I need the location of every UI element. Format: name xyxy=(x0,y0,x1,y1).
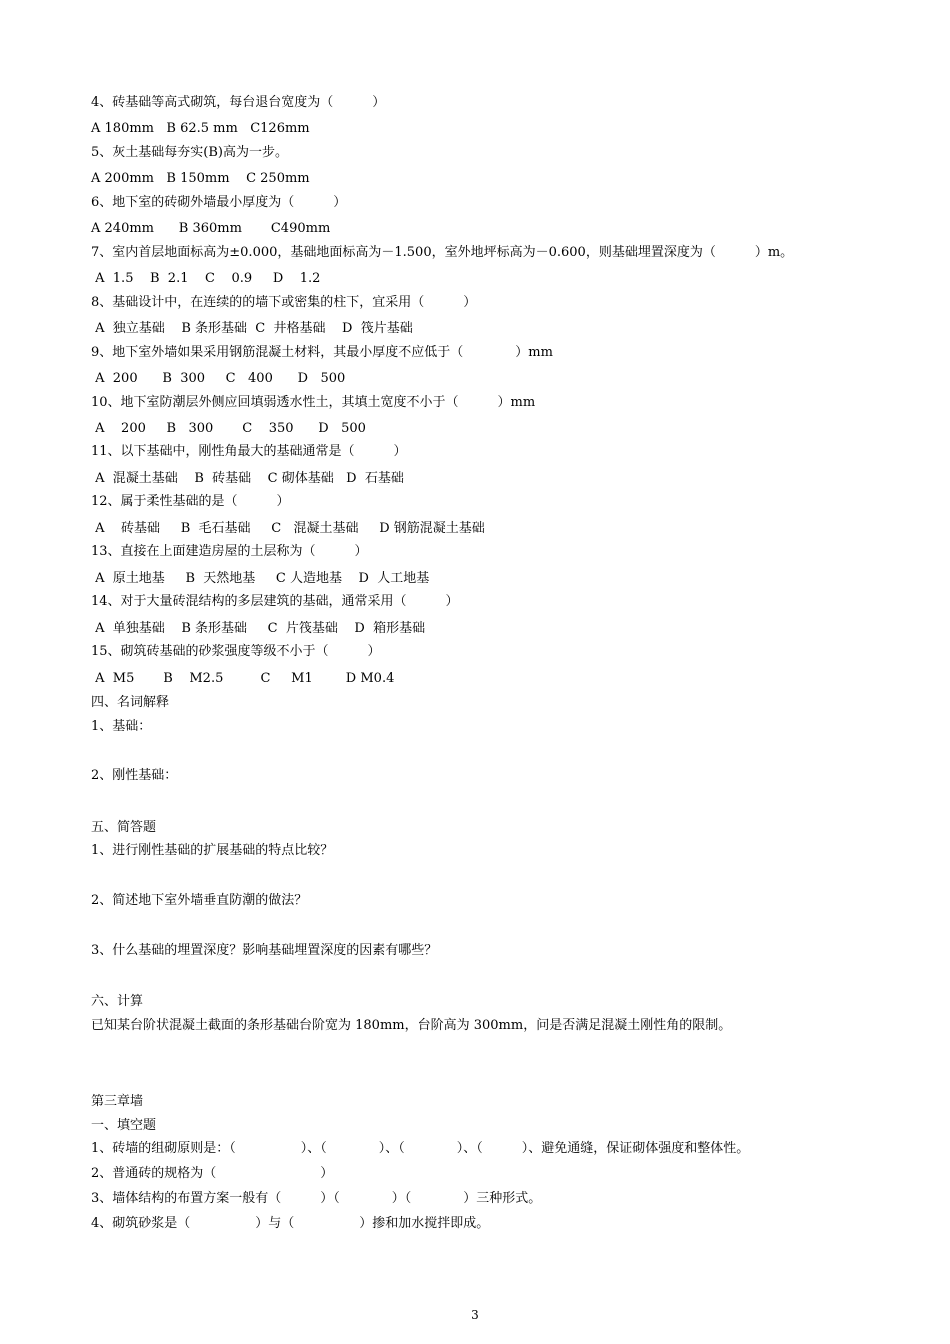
options-5: A 200mm B 150mm C 250mm xyxy=(91,171,310,186)
options-7: A 1.5 B 2.1 C 0.9 D 1.2 xyxy=(91,271,321,286)
page-number: 3 xyxy=(471,1308,479,1322)
section-heading: 六、计算 xyxy=(91,994,144,1009)
fill-blank-item: 4、砌筑砂浆是（ ）与（ ）掺和加水搅拌即成。 xyxy=(91,1216,490,1231)
fill-blank-item: 1、砖墙的组砌原则是：（ ）、（ ）、（ ）、（ ）、避免通缝，保证砌体强度和整体性。 xyxy=(91,1141,750,1156)
question-5: 5、灰土基础每夯实(B)高为一步。 xyxy=(91,145,288,160)
options-9: A 200 B 300 C 400 D 500 xyxy=(91,371,346,386)
options-6: A 240mm B 360mm C490mm xyxy=(91,221,331,236)
definition-item: 2、刚性基础： xyxy=(91,768,178,783)
question-4: 4、砖基础等高式砌筑，每台退台宽度为（ ） xyxy=(91,95,386,110)
fill-blank-item: 2、普通砖的规格为（ ） xyxy=(91,1166,334,1181)
question-15: 15、砌筑砖基础的砂浆强度等级不小于（ ） xyxy=(91,644,381,659)
short-answer-item: 2、简述地下室外墙垂直防潮的做法？ xyxy=(91,893,308,908)
fill-blank-item: 3、墙体结构的布置方案一般有（ ）（ ）（ ）三种形式。 xyxy=(91,1191,542,1206)
question-11: 11、以下基础中，刚性角最大的基础通常是（ ） xyxy=(91,444,407,459)
question-9: 9、地下室外墙如果采用钢筋混凝土材料，其最小厚度不应低于（ ）mm xyxy=(91,345,553,360)
question-12: 12、属于柔性基础的是（ ） xyxy=(91,494,290,509)
question-14: 14、对于大量砖混结构的多层建筑的基础，通常采用（ ） xyxy=(91,594,459,609)
definition-item: 1、基础： xyxy=(91,719,152,734)
options-10: A 200 B 300 C 350 D 500 xyxy=(91,421,366,436)
options-12: A 砖基础 B 毛石基础 C 混凝土基础 D 钢筋混凝土基础 xyxy=(91,521,485,536)
section-heading: 五、简答题 xyxy=(91,820,157,835)
options-15: A M5 B M2.5 C M1 D M0.4 xyxy=(91,671,395,686)
chapter-title: 第三章墙 xyxy=(91,1094,144,1109)
calculation-problem: 已知某台阶状混凝土截面的条形基础台阶宽为 180mm，台阶高为 300mm，问是否满足混凝土刚性角的限制。 xyxy=(91,1018,732,1033)
options-14: A 单独基础 B 条形基础 C 片筏基础 D 箱形基础 xyxy=(91,621,426,636)
question-7: 7、室内首层地面标高为±0.000，基础地面标高为－1.500，室外地坪标高为－0.600，则基础埋置深度为（ ）m。 xyxy=(91,245,794,260)
options-4: A 180mm B 62.5 mm C126mm xyxy=(91,121,310,136)
question-8: 8、基础设计中，在连续的的墙下或密集的柱下，宜采用（ ） xyxy=(91,295,477,310)
question-6: 6、地下室的砖砌外墙最小厚度为（ ） xyxy=(91,195,347,210)
section-heading: 四、名词解释 xyxy=(91,695,170,710)
section-heading: 一、填空题 xyxy=(91,1118,157,1133)
options-8: A 独立基础 B 条形基础 C 井格基础 D 筏片基础 xyxy=(91,321,413,336)
options-13: A 原土地基 B 天然地基 C 人造地基 D 人工地基 xyxy=(91,571,430,586)
question-13: 13、直接在上面建造房屋的土层称为（ ） xyxy=(91,544,368,559)
short-answer-item: 3、什么基础的埋置深度？影响基础埋置深度的因素有哪些？ xyxy=(91,943,438,958)
short-answer-item: 1、进行刚性基础的扩展基础的特点比较？ xyxy=(91,843,334,858)
options-11: A 混凝土基础 B 砖基础 C 砌体基础 D 石基础 xyxy=(91,471,404,486)
question-10: 10、地下室防潮层外侧应回填弱透水性土，其填土宽度不小于（ ）mm xyxy=(91,395,536,410)
